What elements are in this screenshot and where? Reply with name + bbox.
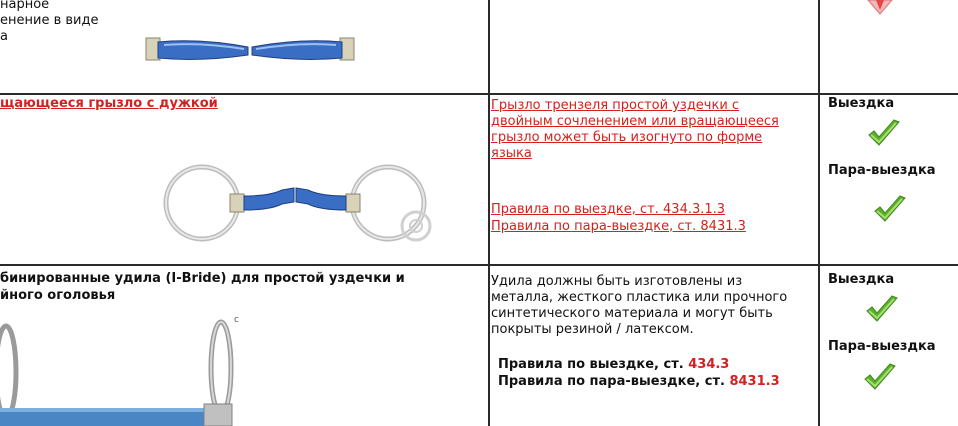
check-icon [864,294,900,326]
row3-rule-text-line: металла, жесткого пластика или прочного [491,290,788,305]
row3-dressage-rule-number: 434.3 [688,357,730,372]
row1-description-line: а [0,29,8,44]
row3-bit-title-line: йного оголовья [0,288,116,303]
check-icon [866,118,902,150]
row2-para-dressage-label: Пара-выездка [828,163,936,178]
row3-para-dressage-label: Пара-выездка [828,339,936,354]
row2-para-dressage-rules-link[interactable]: Правила по пара-выездке, ст. 8431.3 [491,219,746,234]
row3-para-dressage-rule-label: Правила по пара-выездке, ст. [498,374,725,389]
row3-para-dressage-rule-number: 8431.3 [729,374,780,389]
row3-rule-text-line: покрыты резиной / латексом. [491,322,694,337]
row2-rule-text-line[interactable]: языка [491,146,532,161]
loose-ring-bit-image [160,158,450,248]
row-divider-top [0,93,958,95]
row3-dressage-rule-label: Правила по выездке, ст. [498,357,684,372]
check-icon [872,194,908,226]
row2-rule-text-line[interactable]: двойным сочленением или вращающееся [491,114,779,129]
row1-description-line: енение в виде [0,13,99,28]
row2-rule-text-line[interactable]: Грызло трензеля простой уздечки с [491,98,740,113]
row3-bit-title-line: бинированные удила (I-Bride) для простой уздечки и [0,271,405,286]
ibride-bit-image [0,312,250,426]
row1-description-line: нарное [0,0,50,12]
blue-bit-image [140,30,360,70]
row3-para-dressage-rule [498,374,780,390]
warning-icon [862,0,898,16]
column-divider-left [488,0,490,426]
column-divider-right [818,0,820,426]
row2-dressage-label: Выездка [828,96,895,111]
row2-dressage-rules-link[interactable]: Правила по выездке, ст. 434.3.1.3 [491,202,726,217]
row3-dressage-rule [498,357,729,373]
row3-rule-text-line: Удила должны быть изготовлены из [491,274,743,289]
row-divider-middle [0,264,958,266]
row2-rule-text-line[interactable]: грызло может быть изогнуто по форме [491,130,763,145]
svg-text:c: c [234,315,239,325]
row3-dressage-label: Выездка [828,272,895,287]
row2-bit-title[interactable]: щающееся грызло с дужкой [0,96,218,111]
check-icon [862,362,898,394]
row3-rule-text-line: синтетического материала и могут быть [491,306,773,321]
